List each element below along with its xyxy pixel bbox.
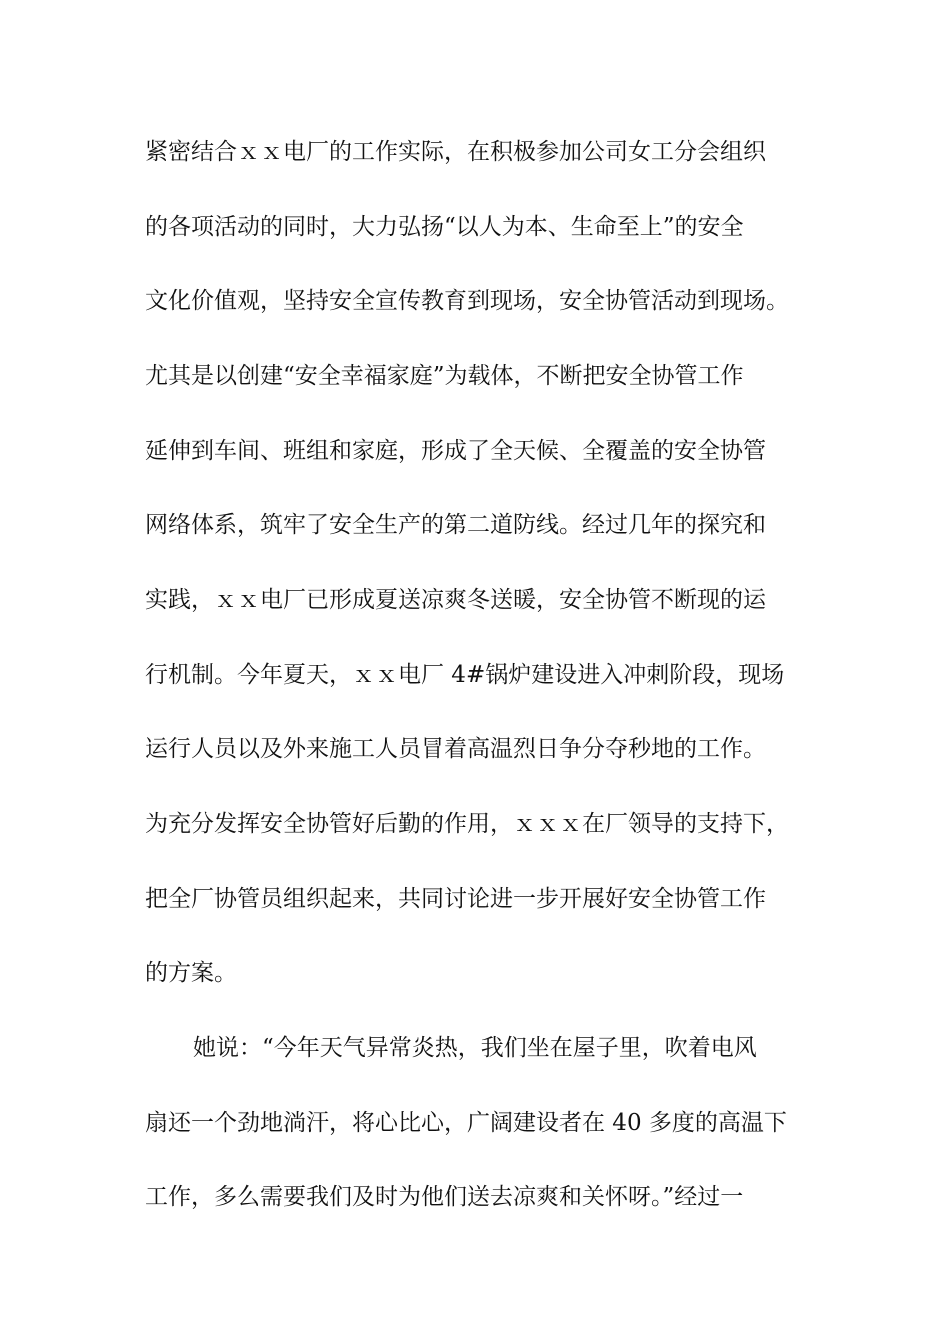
text-line: 把全厂协管员组织起来，共同讨论进一步开展好安全协管工作	[145, 886, 766, 912]
text-line: 扇还一个劲地淌汗，将心比心，广阔建设者在 40 多度的高温下	[145, 1110, 787, 1136]
text-line: 运行人员以及外来施工人员冒着高温烈日争分夺秒地的工作。	[145, 736, 766, 762]
text-line: 文化价值观，坚持安全宣传教育到现场，安全协管活动到现场。	[145, 288, 789, 314]
text-line: 为充分发挥安全协管好后勤的作用，ｘｘｘ在厂领导的支持下，	[145, 811, 789, 837]
text-line: 紧密结合ｘｘ电厂的工作实际，在积极参加公司女工分会组织	[145, 139, 766, 165]
text-line: 延伸到车间、班组和家庭，形成了全天候、全覆盖的安全协管	[145, 438, 766, 464]
text-line: 实践，ｘｘ电厂已形成夏送凉爽冬送暖，安全协管不断现的运	[145, 587, 766, 613]
text-line: 工作，多么需要我们及时为他们送去凉爽和关怀呀。”经过一	[145, 1184, 744, 1210]
text-line: 的方案。	[145, 960, 237, 986]
text-line: 网络体系，筑牢了安全生产的第二道防线。经过几年的探究和	[145, 512, 766, 538]
text-line: 的各项活动的同时，大力弘扬“以人为本、生命至上”的安全	[145, 214, 744, 240]
text-line: 尤其是以创建“安全幸福家庭”为载体，不断把安全协管工作	[145, 363, 744, 389]
text-line: 行机制。今年夏天，ｘｘ电厂 4#锅炉建设进入冲刺阶段，现场	[145, 662, 785, 688]
text-line: 她说：“今年天气异常炎热，我们坐在屋子里，吹着电风	[193, 1035, 757, 1061]
